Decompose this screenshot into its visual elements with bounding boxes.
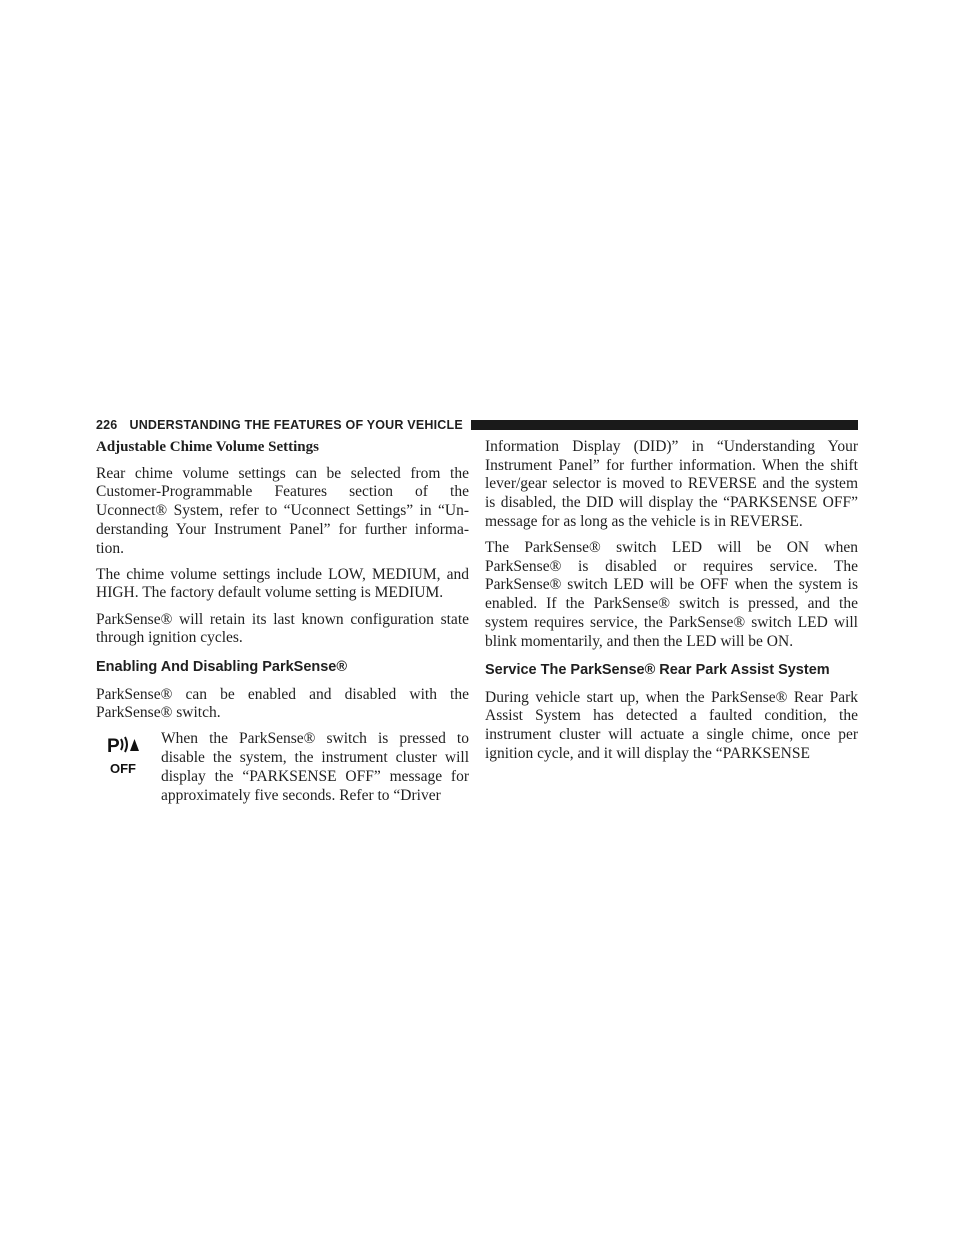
header-rule	[471, 420, 858, 430]
page-number: 226	[96, 418, 118, 432]
paragraph-continued: Information Display (DID)” in “Understanding Your Instrument Panel” for further information. When the shift lever/gear selector is moved to REVERSE and the system is disabled, the DID will display the “PARKSENSE OFF” message for as long as the vehicle is in REVERSE.	[485, 438, 858, 530]
paragraph-service: During vehicle start up, when the ParkSense® Rear Park Assist System has detected a faulted condition, the instrument cluster will actuate a single chime, once per ignition cycle, and it will display the “PARKSENSE	[485, 688, 858, 762]
heading-enable-disable: Enabling And Disabling ParkSense®	[96, 659, 348, 676]
left-column	[96, 438, 469, 805]
paragraph-enable-2: When the ParkSense® switch is pressed to disable the system, the instrument cluster will display the “PARKSENSE OFF” message for approximately five seconds. Refer to “Driver	[161, 730, 469, 804]
icon-paragraph	[96, 730, 469, 805]
parksense-off-icon	[96, 730, 152, 786]
paragraph-chime-1: Rear chime volume settings can be selected from the Customer-Programmable Features section of the Uconnect® System, refer to “Uconnect Settings” in “Un-derstanding Your Instrument Panel” for further informa-tion.	[96, 464, 469, 557]
page-header	[96, 416, 858, 434]
heading-chime-volume: Adjustable Chime Volume Settings	[96, 439, 319, 455]
paragraph-chime-2: The chime volume settings include LOW, MEDIUM, and HIGH. The factory default volume setting is MEDIUM.	[96, 565, 469, 602]
paragraph-chime-3: ParkSense® will retain its last known configuration state through ignition cycles.	[96, 610, 469, 647]
paragraph-led: The ParkSense® switch LED will be ON when ParkSense® is disabled or requires service. The ParkSense® switch LED will be OFF when the system is enabled. If the ParkSense® switch is pressed, and the system requires service, the ParkSense® switch LED will blink momentarily, and then the LED will be ON.	[485, 539, 858, 650]
paragraph-enable-1: ParkSense® can be enabled and disabled with the ParkSense® switch.	[96, 685, 469, 722]
icon-p-letter: P	[107, 736, 120, 758]
section-title: UNDERSTANDING THE FEATURES OF YOUR VEHICLE	[129, 418, 463, 432]
right-column	[485, 438, 858, 771]
icon-off-text: OFF	[110, 761, 136, 777]
heading-service: Service The ParkSense® Rear Park Assist System	[485, 662, 830, 679]
